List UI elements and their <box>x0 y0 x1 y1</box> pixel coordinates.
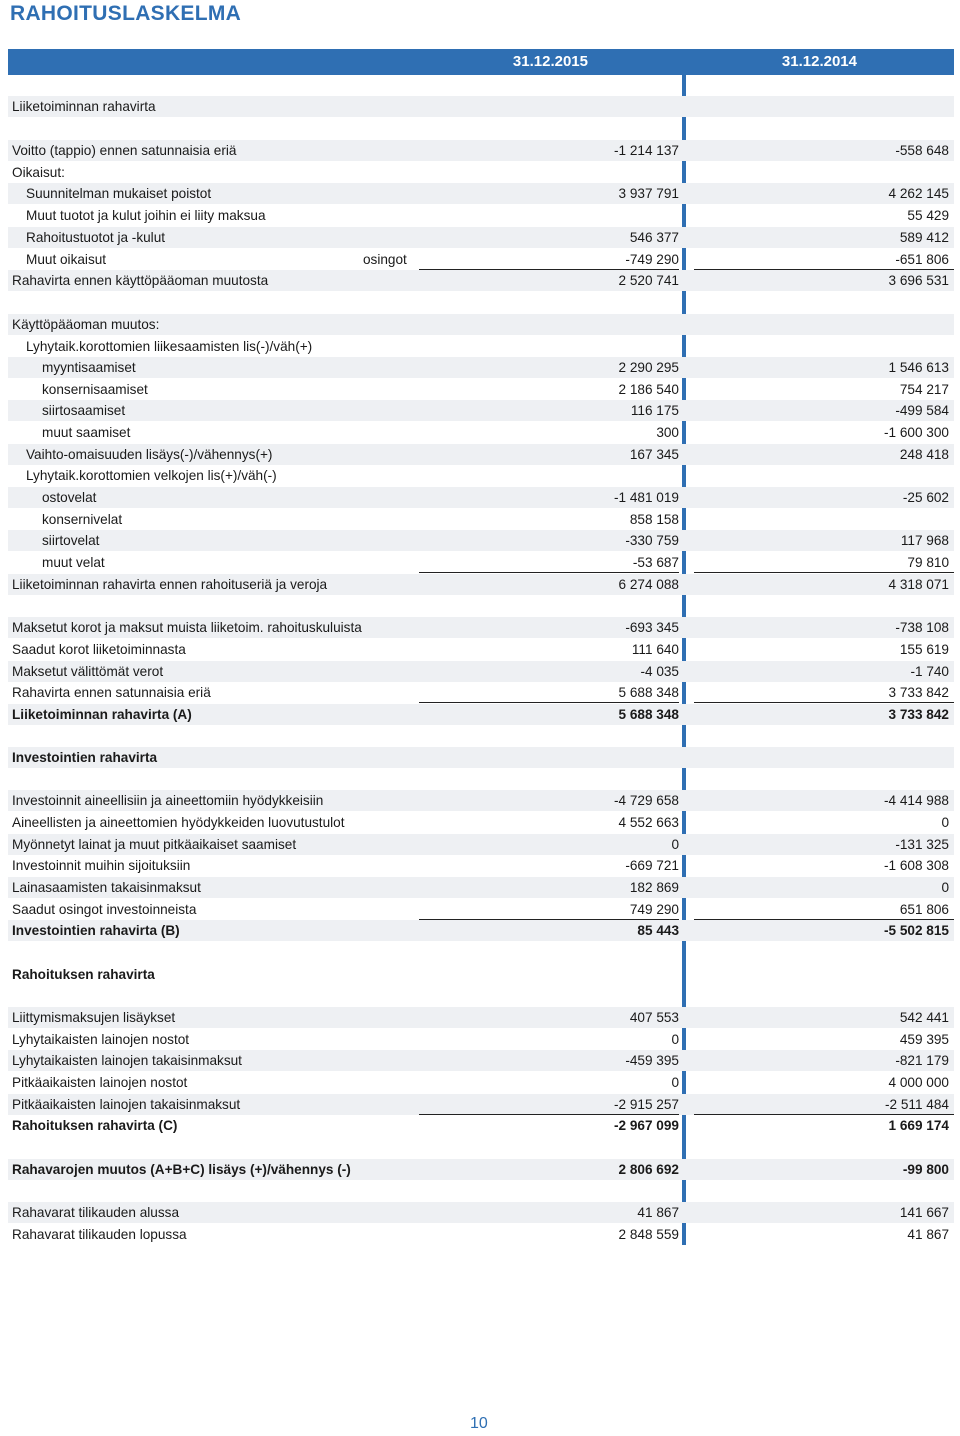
row-label: Myönnetyt lainat ja muut pitkäaikaiset saamiset <box>12 837 297 852</box>
value-2015: -459 395 <box>625 1053 679 1068</box>
row-label: konsernisaamiset <box>42 382 148 397</box>
row-label: Investoinnit muihin sijoituksiin <box>12 858 191 873</box>
row-label: Saadut osingot investoinneista <box>12 902 197 917</box>
row-label: siirtosaamiset <box>42 403 126 418</box>
value-2014: -1 740 <box>910 664 949 679</box>
row-label: Vaihto-omaisuuden lisäys(-)/vähennys(+) <box>26 447 273 462</box>
row-label: Voitto (tappio) ennen satunnaisia eriä <box>12 143 237 158</box>
value-2014: -499 584 <box>895 403 949 418</box>
value-2015: 4 552 663 <box>618 815 679 830</box>
value-2014: 459 395 <box>899 1032 949 1047</box>
table-row <box>8 1115 954 1136</box>
table-row <box>8 336 954 357</box>
row-label: Investointien rahavirta (B) <box>12 923 180 938</box>
value-2014: 0 <box>941 880 949 895</box>
value-2014: 651 806 <box>899 902 949 917</box>
row-label: myyntisaamiset <box>42 360 136 375</box>
table-row <box>8 661 954 682</box>
value-2015: -1 481 019 <box>613 490 679 505</box>
value-2015: 0 <box>671 1032 679 1047</box>
row-label: Liiketoiminnan rahavirta ennen rahoituseriä ja veroja <box>12 577 328 592</box>
row-label: Investointien rahavirta <box>12 750 158 765</box>
value-2015: -53 687 <box>632 555 679 570</box>
row-label: Maksetut korot ja maksut muista liiketoim. rahoituskuluista <box>12 620 362 635</box>
value-2014: 3 696 531 <box>888 273 949 288</box>
table-row <box>8 704 954 725</box>
value-2015: -330 759 <box>625 533 679 548</box>
column-header-bar <box>8 49 954 75</box>
table-row <box>8 617 954 638</box>
value-2014: -25 602 <box>902 490 949 505</box>
table-row <box>8 205 954 226</box>
value-2015: 182 869 <box>629 880 679 895</box>
table-row <box>8 877 954 898</box>
table-row <box>8 574 954 595</box>
row-label: Muut tuotot ja kulut joihin ei liity maksua <box>26 208 266 223</box>
value-2014: -821 179 <box>895 1053 949 1068</box>
table-row <box>8 790 954 811</box>
table-row <box>8 162 954 183</box>
table-row <box>8 1202 954 1223</box>
table-row <box>8 183 954 204</box>
column-header-2015: 31.12.2015 <box>512 53 588 70</box>
value-2015: 0 <box>671 1075 679 1090</box>
table-row <box>8 1007 954 1028</box>
row-label: Lyhytaik.korottomien liikesaamisten lis(-)/väh(+) <box>26 339 313 354</box>
value-2014: 141 667 <box>899 1205 949 1220</box>
value-2014: 4 262 145 <box>888 186 949 201</box>
value-2014: 754 217 <box>899 382 949 397</box>
value-2014: -558 648 <box>895 143 949 158</box>
table-row <box>8 812 954 833</box>
row-label: Investoinnit aineellisiin ja aineettomiin hyödykkeisiin <box>12 793 324 808</box>
sum-underline <box>419 702 679 703</box>
value-2014: -4 414 988 <box>883 793 949 808</box>
table-row <box>8 227 954 248</box>
value-2015: -693 345 <box>625 620 679 635</box>
table-row <box>8 1224 954 1245</box>
value-2015: 2 806 692 <box>618 1162 679 1177</box>
value-2014: 4 318 071 <box>888 577 949 592</box>
sum-underline <box>419 572 679 573</box>
table-row <box>8 465 954 486</box>
table-row <box>8 487 954 508</box>
value-2015: -4 729 658 <box>613 793 679 808</box>
table-row <box>8 1029 954 1050</box>
value-2015: 2 520 741 <box>618 273 679 288</box>
table-row <box>8 552 954 573</box>
value-2015: 2 290 295 <box>618 360 679 375</box>
table-row <box>8 270 954 291</box>
value-2015: 0 <box>671 837 679 852</box>
page-title: RAHOITUSLASKELMA <box>10 2 242 25</box>
table-row <box>8 1159 954 1180</box>
row-label: Rahoitustuotot ja -kulut <box>26 230 166 245</box>
value-2015: 407 553 <box>629 1010 679 1025</box>
value-2014: -5 502 815 <box>883 923 949 938</box>
row-label: konsernivelat <box>42 512 123 527</box>
value-2015: -4 035 <box>640 664 679 679</box>
row-label: Lyhytaik.korottomien velkojen lis(+)/väh(-) <box>26 468 277 483</box>
row-label: Rahoituksen rahavirta (C) <box>12 1118 178 1133</box>
table-row <box>8 422 954 443</box>
value-2015: -669 721 <box>625 858 679 873</box>
value-2014: -651 806 <box>895 252 949 267</box>
table-row <box>8 96 954 117</box>
value-2015: 3 937 791 <box>618 186 679 201</box>
value-2015: 749 290 <box>629 902 679 917</box>
value-2015: 111 640 <box>631 642 679 657</box>
sum-underline <box>694 572 954 573</box>
row-label: Oikaisut: <box>12 165 65 180</box>
table-row <box>8 747 954 768</box>
value-2014: 542 441 <box>899 1010 949 1025</box>
value-2015: 116 175 <box>630 403 679 418</box>
row-label: Rahavirta ennen satunnaisia eriä <box>12 685 211 700</box>
row-label: Pitkäaikaisten lainojen takaisinmaksut <box>12 1097 241 1112</box>
value-2015: 300 <box>656 425 679 440</box>
table-row <box>8 249 954 270</box>
row-label: Rahoituksen rahavirta <box>12 967 155 982</box>
value-2014: 589 412 <box>899 230 949 245</box>
row-label: Suunnitelman mukaiset poistot <box>26 186 212 201</box>
value-2014: 117 968 <box>900 533 949 548</box>
row-label: Pitkäaikaisten lainojen nostot <box>12 1075 188 1090</box>
table-row <box>8 140 954 161</box>
row-label: Liittymismaksujen lisäykset <box>12 1010 176 1025</box>
table-row <box>8 834 954 855</box>
row-label: Saadut korot liiketoiminnasta <box>12 642 186 657</box>
table-row <box>8 444 954 465</box>
table-row <box>8 1050 954 1071</box>
value-2014: 3 733 842 <box>888 685 949 700</box>
sum-underline <box>694 702 954 703</box>
value-2014: 55 429 <box>907 208 949 223</box>
value-2015: 5 688 348 <box>618 707 679 722</box>
row-label: Lyhytaikaisten lainojen nostot <box>12 1032 190 1047</box>
value-2014: -99 800 <box>902 1162 949 1177</box>
table-row <box>8 682 954 703</box>
row-note: osingot <box>363 252 407 267</box>
value-2015: -2 967 099 <box>613 1118 679 1133</box>
value-2014: -2 511 484 <box>885 1097 949 1112</box>
value-2014: 4 000 000 <box>888 1075 949 1090</box>
value-2015: 41 867 <box>637 1205 679 1220</box>
row-label: Rahavirta ennen käyttöpääoman muutosta <box>12 273 269 288</box>
table-row <box>8 314 954 335</box>
row-label: Aineellisten ja aineettomien hyödykkeiden luovutustulot <box>12 815 345 830</box>
table-row <box>8 1072 954 1093</box>
table-row <box>8 639 954 660</box>
page-number: 10 <box>470 1415 488 1432</box>
row-label: Käyttöpääoman muutos: <box>12 317 160 332</box>
value-2015: 2 186 540 <box>618 382 679 397</box>
value-2014: -1 608 308 <box>883 858 949 873</box>
value-2015: 858 158 <box>629 512 679 527</box>
row-label: ostovelat <box>42 490 97 505</box>
table-row <box>8 920 954 941</box>
row-label: Rahavarat tilikauden lopussa <box>12 1227 187 1242</box>
value-2014: 248 418 <box>899 447 949 462</box>
table-row <box>8 855 954 876</box>
row-label: muut velat <box>42 555 105 570</box>
value-2014: 3 733 842 <box>888 707 949 722</box>
value-2015: -2 915 257 <box>613 1097 679 1112</box>
value-2015: 5 688 348 <box>618 685 679 700</box>
table-row <box>8 379 954 400</box>
value-2014: 1 546 613 <box>888 360 949 375</box>
value-2015: 167 345 <box>629 447 679 462</box>
value-2015: 6 274 088 <box>618 577 679 592</box>
column-header-2014: 31.12.2014 <box>781 53 857 70</box>
row-label: Rahavarojen muutos (A+B+C) lisäys (+)/vähennys (-) <box>12 1162 351 1177</box>
table-row <box>8 400 954 421</box>
row-label: muut saamiset <box>42 425 131 440</box>
row-label: Liiketoiminnan rahavirta <box>12 99 156 114</box>
table-row <box>8 899 954 920</box>
value-2014: -738 108 <box>895 620 949 635</box>
value-2014: 41 867 <box>907 1227 949 1242</box>
table-row <box>8 357 954 378</box>
value-2014: -131 325 <box>895 837 949 852</box>
value-2014: 79 810 <box>907 555 949 570</box>
value-2014: 0 <box>941 815 949 830</box>
table-row <box>8 509 954 530</box>
value-2015: -1 214 137 <box>613 143 679 158</box>
row-label: Rahavarat tilikauden alussa <box>12 1205 180 1220</box>
row-label: Muut oikaisut <box>26 252 107 267</box>
row-label: siirtovelat <box>42 533 100 548</box>
row-label: Maksetut välittömät verot <box>12 664 164 679</box>
table-row <box>8 530 954 551</box>
value-2014: 1 669 174 <box>888 1118 949 1133</box>
value-2015: 85 443 <box>637 923 679 938</box>
row-label: Liiketoiminnan rahavirta (A) <box>12 707 192 722</box>
value-2015: -749 290 <box>625 252 679 267</box>
row-label: Lyhytaikaisten lainojen takaisinmaksut <box>12 1053 242 1068</box>
value-2015: 546 377 <box>629 230 679 245</box>
value-2015: 2 848 559 <box>618 1227 679 1242</box>
row-label: Lainasaamisten takaisinmaksut <box>12 880 201 895</box>
value-2014: -1 600 300 <box>883 425 949 440</box>
table-row <box>8 964 954 985</box>
table-row <box>8 1094 954 1115</box>
value-2014: 155 619 <box>899 642 949 657</box>
